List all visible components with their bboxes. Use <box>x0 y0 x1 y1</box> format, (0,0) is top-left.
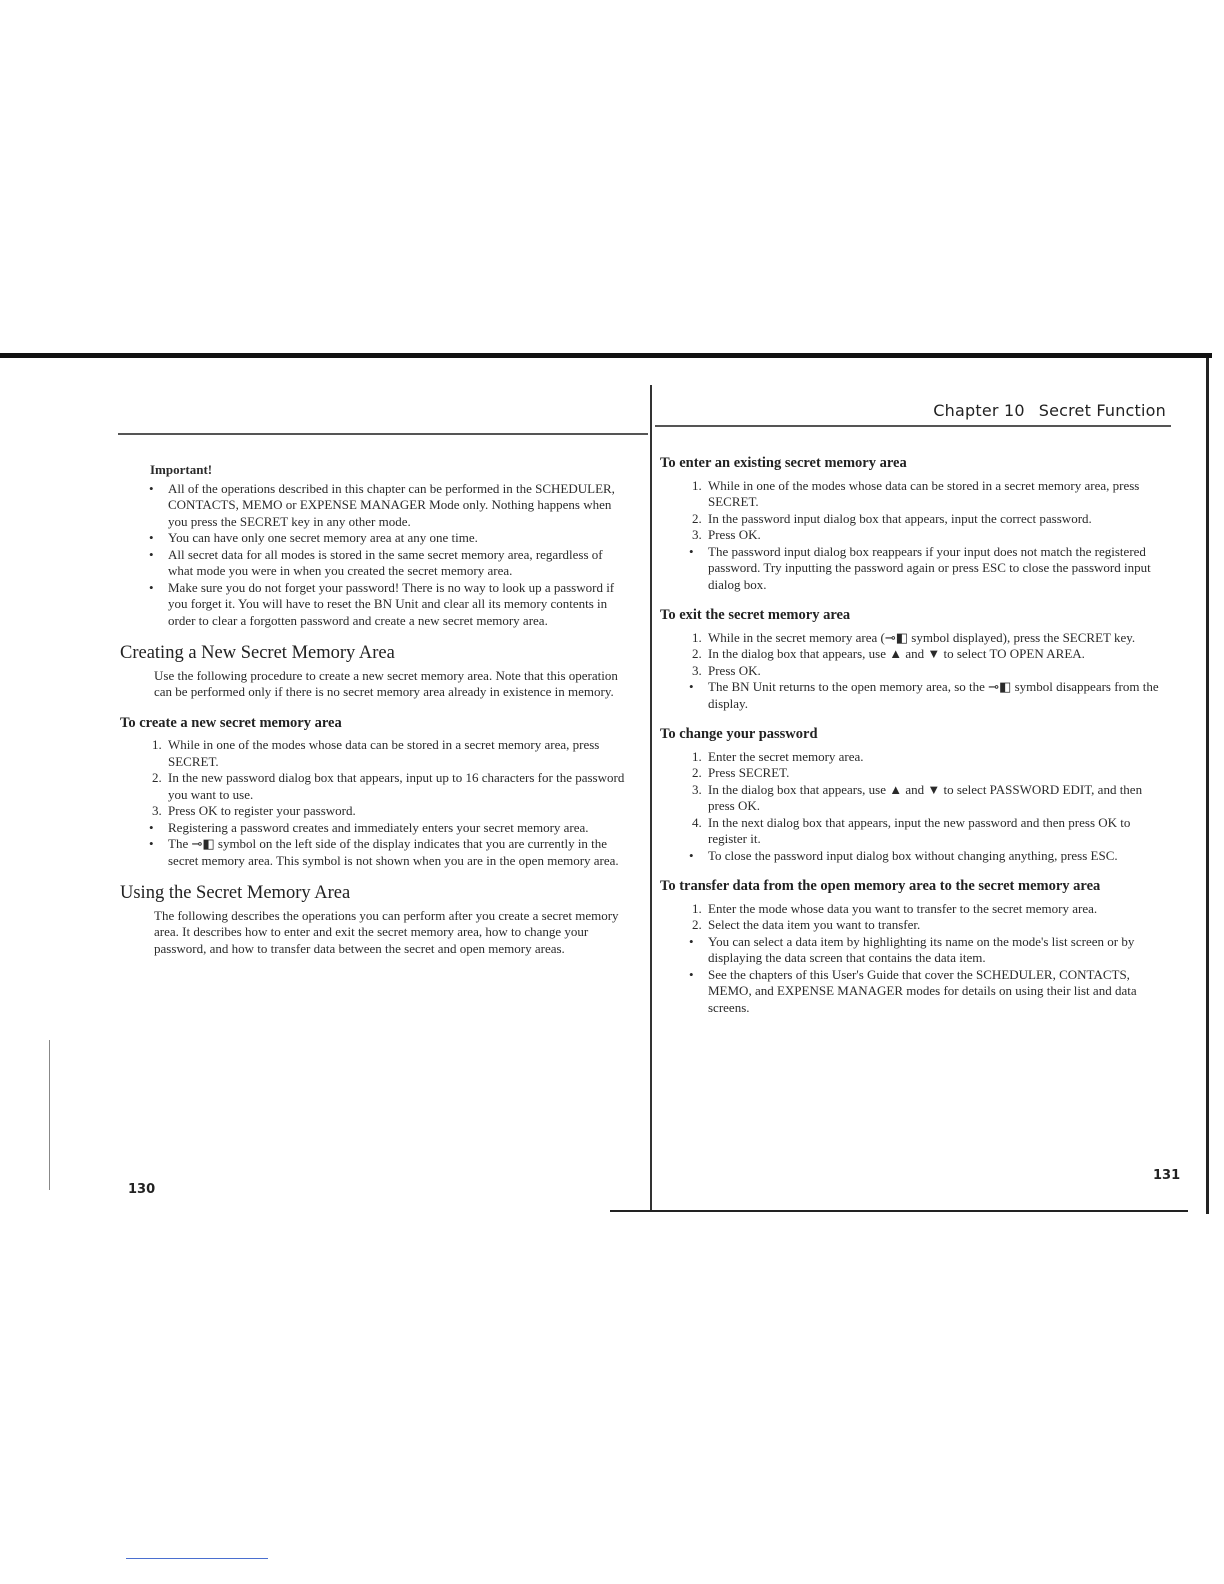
step-number: 1. <box>152 737 162 752</box>
list-item: • Make sure you do not forget your password! There is no way to look up a password if you forget it. You will have to reset the BN Unit and clear all its memory contents in order to clear a forgotten password and create a new secret memory area. <box>120 580 628 630</box>
step-text: Enter the secret memory area. <box>708 748 864 764</box>
list-item <box>120 770 628 803</box>
step-number: 2. <box>692 510 702 526</box>
list-item: • The password input dialog box reappears if your input does not match the registered password. Try inputting the password again or press ESC to close the password input dialog box. <box>660 544 1172 594</box>
list-item <box>660 815 1172 848</box>
list-item <box>660 765 1172 782</box>
exit-steps <box>660 630 1172 680</box>
list-item: • You can select a data item by highlighting its name on the mode's list screen or by displaying the data screen that contains the data item. <box>660 934 1172 967</box>
step-number: 2. <box>152 770 162 785</box>
step-text: Press OK. <box>708 527 761 542</box>
step-text: In the dialog box that appears, use ▲ and ▼ to select PASSWORD EDIT, and then press OK. <box>708 781 1143 813</box>
transfer-notes <box>660 934 1172 1017</box>
step-number: 3. <box>692 662 702 678</box>
left-margin-mark <box>49 1040 50 1190</box>
page-number-right: 131 <box>1153 1168 1181 1183</box>
list-item <box>660 630 1172 647</box>
list-item <box>660 901 1172 918</box>
step-text: In the next dialog box that appears, input the new password and then press OK to register it. <box>708 814 1131 846</box>
list-item <box>660 663 1172 680</box>
list-item: • All of the operations described in this chapter can be performed in the SCHEDULER, CONTACTS, MEMO or EXPENSE MANAGER Mode only. Nothing happens when you press the SECRET key in any other mode. <box>120 481 628 531</box>
step-text: Press OK. <box>708 662 761 678</box>
step-text: Enter the mode whose data you want to transfer to the secret memory area. <box>708 900 1098 916</box>
subsection-title-enter: To enter an existing secret memory area <box>660 455 907 471</box>
list-item <box>660 917 1172 934</box>
step-number: 4. <box>692 814 702 830</box>
chapter-header <box>933 401 1166 420</box>
book-spine <box>650 385 652 1211</box>
list-item <box>660 782 1172 815</box>
chapter-label: Chapter 10 <box>933 401 1025 420</box>
step-text: In the dialog box that appears, use ▲ and ▼ to select TO OPEN AREA. <box>708 646 1085 661</box>
enter-steps <box>660 478 1172 544</box>
list-item: • The ⊸◧ symbol on the left side of the display indicates that you are currently in the secret memory area. This symbol is not shown when you are in the open memory area. <box>120 836 628 869</box>
step-text: Press SECRET. <box>708 765 790 780</box>
step-number: 3. <box>692 781 702 797</box>
step-text: While in one of the modes whose data can be stored in a secret memory area, press SECRET. <box>168 737 600 769</box>
transfer-steps <box>660 901 1172 934</box>
bottom-rule <box>610 1210 1188 1212</box>
step-number: 1. <box>692 900 702 916</box>
list-item <box>660 478 1172 511</box>
exit-notes <box>660 679 1172 712</box>
top-rule <box>0 353 1212 358</box>
section-title-using: Using the Secret Memory Area <box>120 883 351 903</box>
subsection-title-exit: To exit the secret memory area <box>660 607 851 623</box>
list-item: • The BN Unit returns to the open memory area, so the ⊸◧ symbol disappears from the display. <box>660 679 1172 712</box>
subsection-title-create: To create a new secret memory area <box>120 714 342 731</box>
chapter-title: Secret Function <box>1038 401 1166 420</box>
section-title-creating: Creating a New Secret Memory Area <box>120 643 395 663</box>
important-list <box>120 481 628 630</box>
list-item <box>660 511 1172 528</box>
left-header-rule <box>118 433 648 435</box>
using-intro: The following describes the operations you can perform after you create a secret memory area. It describes how to enter and exit the secret memory area, how to change your password, and how to transfer data between the secret and open memory areas. <box>154 907 619 956</box>
step-text: Select the data item you want to transfer. <box>708 917 921 932</box>
list-item: • See the chapters of this User's Guide that cover the SCHEDULER, CONTACTS, MEMO, and EXPENSE MANAGER modes for details on using their list and data screens. <box>660 967 1172 1017</box>
left-page-column <box>120 462 628 959</box>
enter-notes <box>660 544 1172 594</box>
list-item <box>660 646 1172 663</box>
create-steps <box>120 737 628 820</box>
step-number: 2. <box>692 917 702 932</box>
page-number-left: 130 <box>128 1182 156 1197</box>
subsection-title-transfer: To transfer data from the open memory area to the secret memory area <box>660 878 1101 894</box>
step-number: 2. <box>692 765 702 780</box>
create-notes <box>120 820 628 870</box>
creating-intro: Use the following procedure to create a new secret memory area. Note that this operation can be performed only if there is no secret memory area already in existence in memory. <box>154 667 618 699</box>
step-number: 1. <box>692 629 702 645</box>
list-item: • All secret data for all modes is stored in the same secret memory area, regardless of what mode you were in when you created the secret memory area. <box>120 547 628 580</box>
change-notes <box>660 848 1172 865</box>
right-header-rule <box>655 425 1171 427</box>
step-text: In the password input dialog box that appears, input the correct password. <box>708 510 1092 526</box>
step-text: While in one of the modes whose data can be stored in a secret memory area, press SECRET. <box>708 477 1140 509</box>
step-number: 3. <box>152 803 162 818</box>
step-number: 2. <box>692 646 702 661</box>
list-item <box>120 737 628 770</box>
list-item <box>120 803 628 820</box>
list-item: • To close the password input dialog box without changing anything, press ESC. <box>660 848 1172 865</box>
step-text: In the new password dialog box that appears, input up to 16 characters for the password you want to use. <box>168 770 625 802</box>
step-number: 1. <box>692 477 702 493</box>
step-number: 1. <box>692 748 702 764</box>
list-item: • Registering a password creates and immediately enters your secret memory area. <box>120 820 628 837</box>
blue-underline <box>126 1558 268 1559</box>
step-number: 3. <box>692 527 702 542</box>
subsection-title-change: To change your password <box>660 726 818 742</box>
important-title: Important! <box>150 462 213 477</box>
step-text: While in the secret memory area (⊸◧ symbol displayed), press the SECRET key. <box>708 629 1136 645</box>
page-edge-right <box>1206 358 1209 1214</box>
change-steps <box>660 749 1172 848</box>
list-item <box>660 527 1172 544</box>
list-item <box>660 749 1172 766</box>
right-page-column <box>660 455 1172 1016</box>
list-item: • You can have only one secret memory area at any one time. <box>120 530 628 547</box>
step-text: Press OK to register your password. <box>168 803 356 818</box>
